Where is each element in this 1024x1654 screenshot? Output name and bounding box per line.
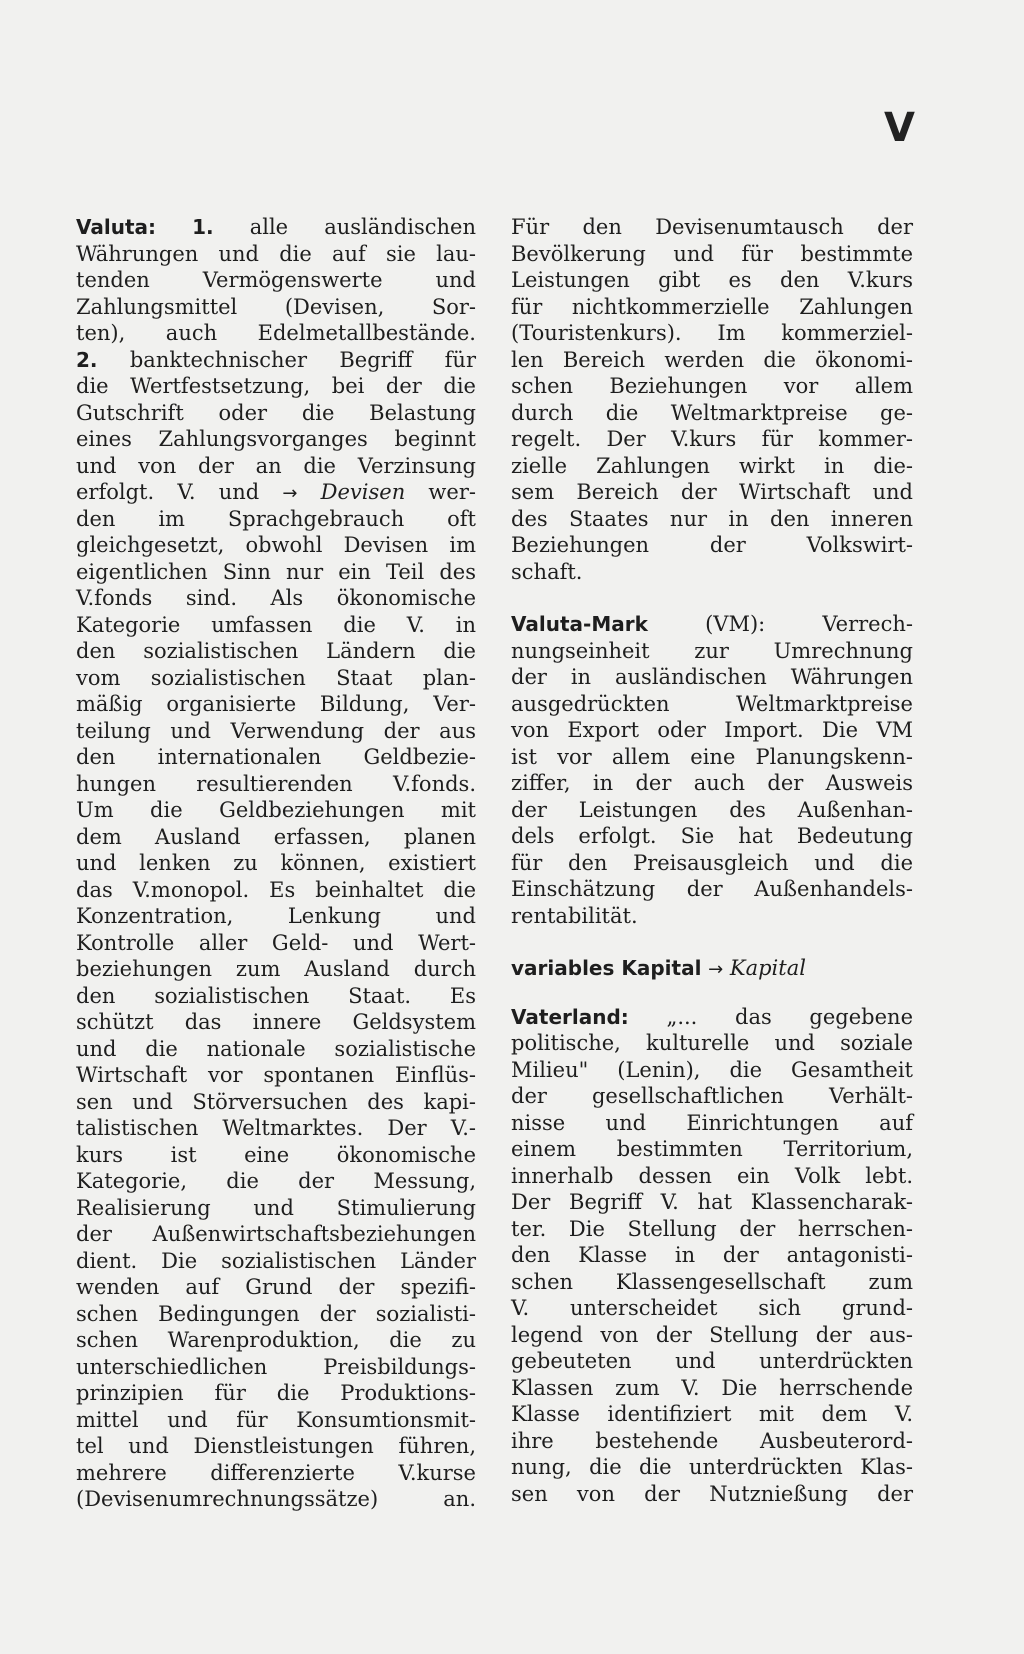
- text-line: regelt. Der V.kurs für kommer-: [511, 427, 913, 451]
- entry-headword: Vaterland:: [511, 1004, 629, 1029]
- text-line: mehrere differenzierte V.kurse: [76, 1460, 476, 1485]
- text-line: mäßig organisierte Bildung, Ver-: [76, 692, 476, 716]
- text-line: (Touristenkurs). Im kommerziel-: [511, 321, 913, 345]
- text-line: sen von der Nutznießung der: [511, 1481, 913, 1506]
- text-line: von Export oder Import. Die VM: [511, 718, 913, 742]
- text-line: Für den Devisenumtausch der: [511, 215, 913, 239]
- text-line: innerhalb dessen ein Volk lebt.: [511, 1163, 913, 1188]
- text-line: len Bereich werden die ökonomi-: [511, 347, 913, 372]
- text-line: Klassen zum V. Die herrschende: [511, 1375, 913, 1400]
- text-line: sem Bereich der Wirtschaft und: [511, 480, 913, 504]
- text-line: ihre bestehende Ausbeuterord-: [511, 1428, 913, 1453]
- text-fragment: (VM): Verrech-: [705, 612, 913, 636]
- text-line: unterschiedlichen Preisbildungs-: [76, 1354, 476, 1379]
- right-column: [511, 214, 913, 1507]
- text-line: [511, 559, 913, 586]
- text-line: den Klasse in der antagonisti-: [511, 1243, 913, 1267]
- cross-reference-arrow-icon: →: [708, 959, 724, 980]
- left-column: [76, 214, 476, 1513]
- text-line: Kategorie, die der Messung,: [76, 1169, 476, 1193]
- text-line: Realisierung und Stimulierung: [76, 1195, 476, 1220]
- text-line: nung, die die unterdrückten Klas-: [511, 1455, 913, 1479]
- text-line: für nichtkommerzielle Zahlungen: [511, 294, 913, 319]
- text-fragment: erfolgt. V. und: [76, 480, 260, 504]
- text-line: Zahlungsmittel (Devisen, Sor-: [76, 294, 476, 319]
- text-line: tel und Dienstleistungen führen,: [76, 1434, 476, 1458]
- text-line: teilung und Verwendung der aus: [76, 718, 476, 743]
- text-fragment: „... das gegebene: [666, 1004, 913, 1029]
- text-line: dient. Die sozialistischen Länder: [76, 1248, 476, 1273]
- text-line: mittel und für Konsumtionsmit-: [76, 1407, 476, 1432]
- text-line: tenden Vermögenswerte und: [76, 268, 476, 292]
- text-line: für den Preisausgleich und die: [511, 850, 913, 875]
- text-line: ten), auch Edelmetallbestände.: [76, 321, 476, 345]
- text-line: sen und Störversuchen des kapi-: [76, 1089, 476, 1114]
- text-line: Konzentration, Lenkung und: [76, 904, 476, 928]
- text-line: schen Klassengesellschaft zum: [511, 1269, 913, 1294]
- text-line: Leistungen gibt es den V.kurs: [511, 268, 913, 292]
- text-line: nungseinheit zur Umrechnung: [511, 638, 913, 663]
- text-line: gleichgesetzt, obwohl Devisen im: [76, 533, 476, 557]
- text-fragment: wer-: [428, 480, 476, 504]
- text-line: ist vor allem eine Planungskenn-: [511, 744, 913, 769]
- text-line: zielle Zahlungen wirkt in die-: [511, 453, 913, 478]
- text-line: den sozialistischen Ländern die: [76, 639, 476, 663]
- text-line: Klasse identifiziert mit dem V.: [511, 1402, 913, 1426]
- entry-heading-line: [511, 611, 913, 638]
- text-line: [511, 903, 913, 930]
- text-line: Wirtschaft vor spontanen Einflüs-: [76, 1063, 476, 1087]
- text-line: schen Warenproduktion, die zu: [76, 1328, 476, 1352]
- text-line: ter. Die Stellung der herrschen-: [511, 1216, 913, 1241]
- sense-number: 2.: [76, 347, 98, 372]
- text-line: das V.monopol. Es beinhaltet die: [76, 877, 476, 902]
- text-line: den sozialistischen Staat. Es: [76, 983, 476, 1008]
- text-line: und von der an die Verzinsung: [76, 453, 476, 478]
- text-line: politische, kulturelle und soziale: [511, 1031, 913, 1055]
- cross-reference-term: Kapital: [729, 956, 806, 980]
- text-line: prinzipien für die Produktions-: [76, 1381, 476, 1405]
- text-line: V.fonds sind. Als ökonomische: [76, 586, 476, 610]
- text-line: den internationalen Geldbezie-: [76, 745, 476, 769]
- entry-heading-line: [511, 1004, 913, 1031]
- text-line: eigentlichen Sinn nur ein Teil des: [76, 559, 476, 584]
- text-line: V. unterscheidet sich grund-: [511, 1296, 913, 1320]
- text-line: schen Beziehungen vor allem: [511, 374, 913, 398]
- text-line: talistischen Weltmarktes. Der V.-: [76, 1116, 476, 1140]
- text-line: hungen resultierenden V.fonds.: [76, 771, 476, 796]
- text-fragment: rentabilität.: [511, 903, 638, 928]
- text-line: dels erfolgt. Sie hat Bedeutung: [511, 824, 913, 848]
- text-line: schützt das innere Geldsystem: [76, 1010, 476, 1034]
- text-fragment: schaft.: [511, 559, 583, 584]
- text-line: der Leistungen des Außenhan-: [511, 797, 913, 822]
- text-line: beziehungen zum Ausland durch: [76, 957, 476, 981]
- entry-heading-line: [76, 214, 476, 241]
- text-line: Beziehungen der Volkswirt-: [511, 533, 913, 557]
- text-line: der Außenwirtschaftsbeziehungen: [76, 1222, 476, 1246]
- cross-reference-term: Devisen: [320, 480, 406, 504]
- text-line: einem bestimmten Territorium,: [511, 1137, 913, 1161]
- cross-reference-arrow-icon: →: [282, 483, 298, 504]
- text-line: ziffer, in der auch der Ausweis: [511, 771, 913, 795]
- text-line: Der Begriff V. hat Klassencharak-: [511, 1190, 913, 1214]
- text-fragment: banktechnischer Begriff für: [129, 347, 476, 372]
- text-line: Kontrolle aller Geld- und Wert-: [76, 930, 476, 955]
- text-line: durch die Weltmarktpreise ge-: [511, 400, 913, 425]
- entry-spacer: [511, 929, 913, 955]
- text-line: der gesellschaftlichen Verhält-: [511, 1084, 913, 1108]
- entry-headword: Valuta-Mark: [511, 612, 648, 636]
- text-line: Währungen und die auf sie lau-: [76, 241, 476, 266]
- text-line: Milieu" (Lenin), die Gesamtheit: [511, 1057, 913, 1082]
- text-line: eines Zahlungsvorganges beginnt: [76, 427, 476, 451]
- entry-heading-line: [511, 955, 913, 982]
- sense-number: 1.: [192, 215, 214, 239]
- text-line: Um die Geldbeziehungen mit: [76, 798, 476, 822]
- text-line: Gutschrift oder die Belastung: [76, 400, 476, 425]
- text-line: nisse und Einrichtungen auf: [511, 1110, 913, 1135]
- text-line: den im Sprachgebrauch oft: [76, 506, 476, 531]
- text-line: dem Ausland erfassen, planen: [76, 824, 476, 849]
- text-line: wenden auf Grund der spezifi-: [76, 1275, 476, 1299]
- text-line: und die nationale sozialistische: [76, 1036, 476, 1061]
- text-line: (Devisenumrechnungssätze) an.: [76, 1487, 476, 1511]
- text-line: legend von der Stellung der aus-: [511, 1322, 913, 1347]
- text-line: Bevölkerung und für bestimmte: [511, 241, 913, 266]
- text-line: und lenken zu können, existiert: [76, 851, 476, 875]
- entry-headword: variables Kapital: [511, 956, 702, 980]
- text-line: des Staates nur in den inneren: [511, 506, 913, 531]
- entry-headword: Valuta:: [76, 215, 157, 239]
- text-line: ausgedrückten Weltmarktpreise: [511, 691, 913, 716]
- text-line: kurs ist eine ökonomische: [76, 1142, 476, 1167]
- text-line: [76, 479, 476, 506]
- text-line: schen Bedingungen der sozialisti-: [76, 1301, 476, 1326]
- entry-spacer: [511, 585, 913, 611]
- text-line: vom sozialistischen Staat plan-: [76, 665, 476, 690]
- text-line: [76, 347, 476, 374]
- text-fragment: alle ausländischen: [249, 215, 476, 239]
- text-line: Einschätzung der Außenhandels-: [511, 877, 913, 901]
- entry-spacer: [511, 982, 913, 1004]
- text-line: gebeuteten und unterdrückten: [511, 1349, 913, 1373]
- text-line: der in ausländischen Währungen: [511, 665, 913, 689]
- text-line: die Wertfestsetzung, bei der die: [76, 374, 476, 398]
- section-letter: V: [884, 105, 915, 151]
- text-line: Kategorie umfassen die V. in: [76, 612, 476, 637]
